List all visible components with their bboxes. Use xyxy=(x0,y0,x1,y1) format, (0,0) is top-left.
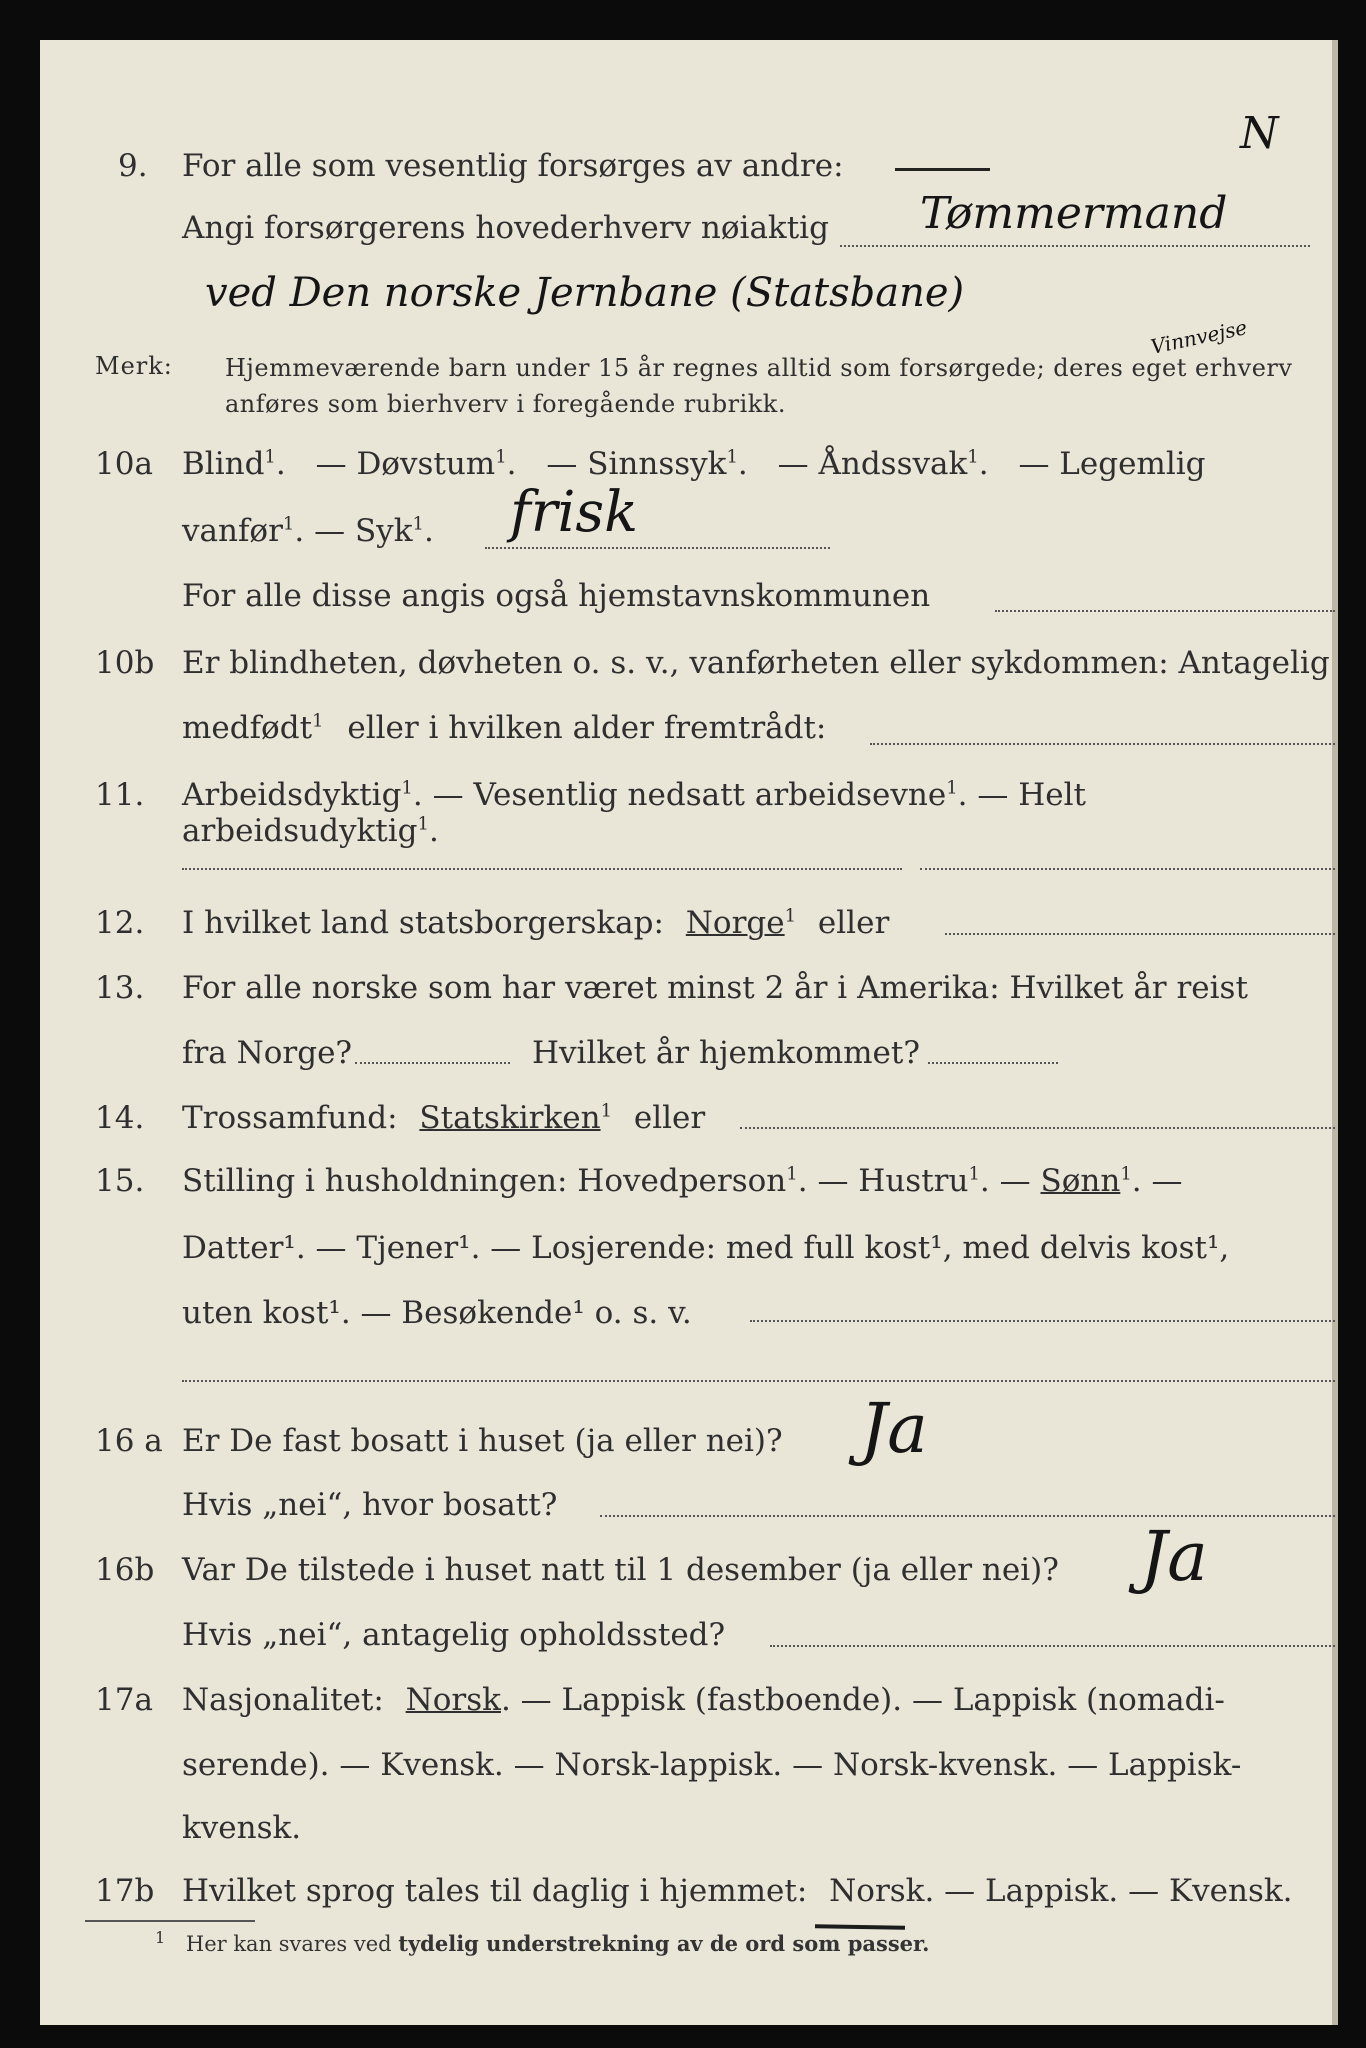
q12-number: 12. xyxy=(95,905,145,941)
q12-answer-line xyxy=(945,933,1335,935)
q9-handwritten-note: Vinnvejse xyxy=(1148,315,1250,359)
q11-answer-line-right xyxy=(920,868,1335,870)
q11-number: 11. xyxy=(95,777,145,813)
merk-line2: anføres som bierhverv i foregående rubrikk. xyxy=(225,390,786,418)
q14-statskirken-underlined: Statskirken xyxy=(419,1100,601,1136)
q11-answer-line-left xyxy=(182,868,902,870)
q12-norge-underlined: Norge xyxy=(685,905,785,941)
q13-line2b: Hvilket år hjemkommet? xyxy=(532,1035,920,1071)
q10a-legemlig: — Legemlig xyxy=(1018,446,1206,482)
q9-number: 9. xyxy=(118,148,148,184)
q16a-handwritten-answer: Ja xyxy=(860,1390,928,1469)
q10a-answer-line xyxy=(485,547,830,549)
q10a-line2: vanfør$^1$. — Syk$^1$. xyxy=(182,513,434,549)
q10a-sinnssyk: — Sinnssyk xyxy=(546,446,727,482)
q14-number: 14. xyxy=(95,1100,145,1136)
footnote: $^1$ Her kan svares ved tydelig understrekning av de ord som passer. xyxy=(155,1928,930,1956)
q15-line3: uten kost¹. — Besøkende¹ o. s. v. xyxy=(182,1295,692,1331)
q16a-line2: Hvis „nei“, hvor bosatt? xyxy=(182,1487,558,1523)
q10b-line1: Er blindheten, døvheten o. s. v., vanførheten eller sykdommen: Antagelig xyxy=(182,645,1330,681)
q9-answer-line xyxy=(840,245,1310,247)
q9-line2: Angi forsørgerens hovederhverv nøiaktig xyxy=(182,210,829,246)
q9-dash-mark xyxy=(895,168,990,171)
q15-answer-line-2 xyxy=(182,1380,1335,1382)
q9-handwritten-answer-2: ved Den norske Jernbane (Statsbane) xyxy=(205,270,965,316)
q9-handwritten-answer-1: Tømmermand xyxy=(920,188,1228,239)
q13-number: 13. xyxy=(95,970,145,1006)
q10b-line2: medfødt$^1$ eller i hvilken alder fremtrådt: xyxy=(182,710,827,746)
q10a-line1: Blind$^1$. — Døvstum$^1$. — Sinnssyk$^1$. — Åndssvak$^1$. — Legemlig xyxy=(182,446,1206,482)
q17a-line2: serende). — Kvensk. — Norsk-lappisk. — Norsk-kvensk. — Lappisk- xyxy=(182,1747,1242,1783)
q11-line1: Arbeidsdyktig$^1$. — Vesentlig nedsatt arbeidsevne$^1$. — Helt arbeidsudyktig$^1$. xyxy=(182,777,1086,849)
q13-reist-line xyxy=(355,1062,510,1064)
q10a-andssvak: — Åndssvak xyxy=(777,446,968,482)
q10a-line3: For alle disse angis også hjemstavnskommunen xyxy=(182,578,931,614)
q9-line1: For alle som vesentlig forsørges av andre: xyxy=(182,148,844,184)
q10a-dovstum: — Døvstum xyxy=(315,446,496,482)
q16a-answer-line xyxy=(600,1515,1335,1517)
q16b-answer-line xyxy=(770,1645,1335,1647)
q14-answer-line xyxy=(740,1127,1335,1129)
q16a-number: 16 a xyxy=(95,1423,163,1459)
q10b-answer-line xyxy=(870,743,1335,745)
merk-line1: Hjemmeværende barn under 15 år regnes alltid som forsørgede; deres eget erhverv xyxy=(225,354,1293,382)
q14-line: Trossamfund: Statskirken$^1$ eller xyxy=(182,1100,706,1136)
corner-handwritten-mark: N xyxy=(1240,108,1279,159)
q13-line1: For alle norske som har været minst 2 år i Amerika: Hvilket år reist xyxy=(182,970,1248,1006)
census-form-page xyxy=(40,40,1338,2025)
q16b-number: 16b xyxy=(95,1552,155,1588)
q16a-line1: Er De fast bosatt i huset (ja eller nei)? xyxy=(182,1423,783,1459)
q10a-handwritten-answer: frisk xyxy=(510,480,639,545)
q17b-number: 17b xyxy=(95,1873,155,1909)
q17b-line: Hvilket sprog tales til daglig i hjemmet: Norsk. — Lappisk. — Kvensk. xyxy=(182,1873,1293,1909)
q17a-line1: Nasjonalitet: Norsk. — Lappisk (fastboende). — Lappisk (nomadi- xyxy=(182,1682,1225,1718)
q15-sonn-underlined: Sønn xyxy=(1040,1163,1121,1199)
q10a-hjemstavn-line xyxy=(995,610,1335,612)
q16b-handwritten-answer: Ja xyxy=(1140,1518,1208,1597)
q17a-norsk-underlined: Norsk xyxy=(405,1682,501,1718)
q17b-norsk: Norsk xyxy=(829,1873,925,1909)
q15-line1: Stilling i husholdningen: Hovedperson$^1$. — Hustru$^1$. — Sønn$^1$. — xyxy=(182,1163,1183,1199)
q10a-number: 10a xyxy=(95,446,153,482)
q12-line: I hvilket land statsborgerskap: Norge$^1$ eller xyxy=(182,905,890,941)
q15-answer-line-1 xyxy=(750,1320,1335,1322)
q16b-line1: Var De tilstede i huset natt til 1 desember (ja eller nei)? xyxy=(182,1552,1059,1588)
q17a-line3: kvensk. xyxy=(182,1810,302,1846)
q15-line2: Datter¹. — Tjener¹. — Losjerende: med full kost¹, med delvis kost¹, xyxy=(182,1230,1230,1266)
merk-label: Merk: xyxy=(95,352,173,380)
q13-hjemkommet-line xyxy=(928,1062,1058,1064)
q17a-number: 17a xyxy=(95,1682,153,1718)
q10b-number: 10b xyxy=(95,645,155,681)
q15-number: 15. xyxy=(95,1163,145,1199)
q16b-line2: Hvis „nei“, antagelig opholdssted? xyxy=(182,1617,726,1653)
q13-line2a: fra Norge? xyxy=(182,1035,353,1071)
q10a-blind: Blind xyxy=(182,446,265,482)
footnote-rule xyxy=(85,1920,255,1922)
